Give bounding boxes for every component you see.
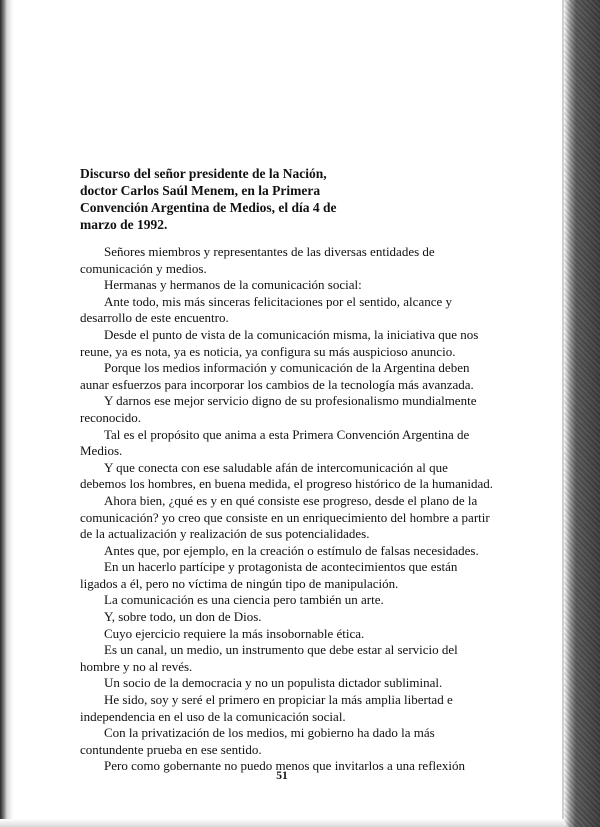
- scan-left-edge: [0, 0, 14, 827]
- paragraph: [80, 609, 480, 626]
- paragraph-line: Pero como gobernante no puedo menos que invitarlos a una reflexión: [104, 758, 466, 774]
- paragraph-line: reconocido.: [80, 409, 142, 425]
- paragraph-line: Desde el punto de vista de la comunicación misma, la iniciativa que nos: [104, 326, 479, 342]
- paragraph: [80, 725, 480, 758]
- paragraph-line: He sido, soy y seré el primero en propiciar la más amplia libertad e: [104, 692, 453, 708]
- speech-heading: [80, 165, 360, 233]
- paragraph: [80, 492, 490, 543]
- paragraph-line: desarrollo de este encuentro.: [80, 310, 229, 326]
- heading-line: Convención Argentina de Medios, el día 4 de: [80, 200, 337, 215]
- paragraph: [80, 543, 480, 560]
- paragraph-line: Antes que, por ejemplo, en la creación o estímulo de falsas necesidades.: [104, 542, 479, 558]
- paragraph: [80, 559, 480, 592]
- paragraph: [80, 675, 480, 692]
- paragraph-line: Cuyo ejercicio requiere la más insobornable ética.: [104, 625, 365, 641]
- heading-line: Discurso del señor presidente de la Nación,: [80, 166, 327, 181]
- paragraph: [80, 360, 480, 393]
- paragraph: [80, 459, 494, 493]
- paragraph: [80, 244, 480, 277]
- paragraph-line: Ante todo, mis más sinceras felicitaciones por el sentido, alcance y: [104, 293, 452, 309]
- paragraph: [80, 277, 480, 294]
- paragraph-line: comunicación y medios.: [80, 260, 207, 276]
- paragraph-line: de la actualización y realización de sus potencialidades.: [80, 526, 370, 542]
- heading-line: doctor Carlos Saúl Menem, en la Primera: [80, 183, 321, 198]
- scan-right-edge: [564, 0, 600, 827]
- paragraph-line: Ahora bien, ¿qué es y en qué consiste ese progreso, desde el plano de la: [104, 492, 478, 508]
- paragraph-line: aunar esfuerzos para incorporar los cambios de la tecnología más avanzada.: [80, 376, 474, 392]
- paragraph-line: Con la privatización de los medios, mi gobierno ha dado la más: [104, 725, 435, 741]
- paragraph-line: independencia en el uso de la comunicación social.: [80, 708, 346, 724]
- paragraph-line: Y darnos ese mejor servicio digno de su profesionalismo mundialmente: [104, 393, 477, 409]
- paragraph: [80, 327, 480, 360]
- paragraph: [80, 692, 480, 725]
- paragraph-line: Porque los medios información y comunicación de la Argentina deben: [104, 360, 470, 376]
- paragraph: [80, 642, 480, 675]
- paragraph-line: reune, ya es nota, ya es noticia, ya configura su más auspicioso anuncio.: [80, 343, 456, 359]
- paragraph-line: ligados a él, pero no víctima de ningún tipo de manipulación.: [80, 575, 399, 591]
- paragraph: [80, 592, 480, 609]
- page-number: 51: [276, 770, 288, 782]
- page-bottom-shadow: [0, 819, 564, 827]
- paragraph: [80, 393, 480, 426]
- paragraph-line: Tal es el propósito que anima a esta Primera Convención Argentina de: [104, 426, 470, 442]
- paragraph: [80, 626, 480, 643]
- speech-body: [80, 244, 494, 775]
- paragraph-line: Es un canal, un medio, un instrumento que debe estar al servicio del: [104, 642, 458, 658]
- paragraph: [80, 427, 480, 460]
- paragraph-line: Señores miembros y representantes de las diversas entidades de: [104, 244, 435, 259]
- paragraph-line: Y, sobre todo, un don de Dios.: [104, 609, 262, 625]
- paragraph-line: Un socio de la democracia y no un populista dictador subliminal.: [104, 675, 443, 691]
- paragraph-line: La comunicación es una ciencia pero también un arte.: [104, 592, 384, 608]
- heading-line: marzo de 1992.: [80, 217, 168, 232]
- paragraph-line: hombre y no al revés.: [80, 658, 193, 674]
- paragraph-line: Hermanas y hermanos de la comunicación social:: [104, 277, 362, 293]
- paragraph-line: Medios.: [80, 443, 123, 459]
- paragraph-line: comunicación? yo creo que consiste en un enriquecimiento del hombre a partir: [80, 509, 490, 525]
- paragraph-line: En un hacerlo partícipe y protagonista de acontecimientos que están: [104, 559, 458, 575]
- paragraph-line: contundente prueba en ese sentido.: [80, 741, 262, 757]
- paragraph-line: Y que conecta con ese saludable afán de intercomunicación al que: [104, 459, 448, 475]
- paragraph: [80, 294, 480, 327]
- paragraph-line: debemos los hombres, en buena medida, el progreso histórico de la humanidad.: [80, 476, 494, 492]
